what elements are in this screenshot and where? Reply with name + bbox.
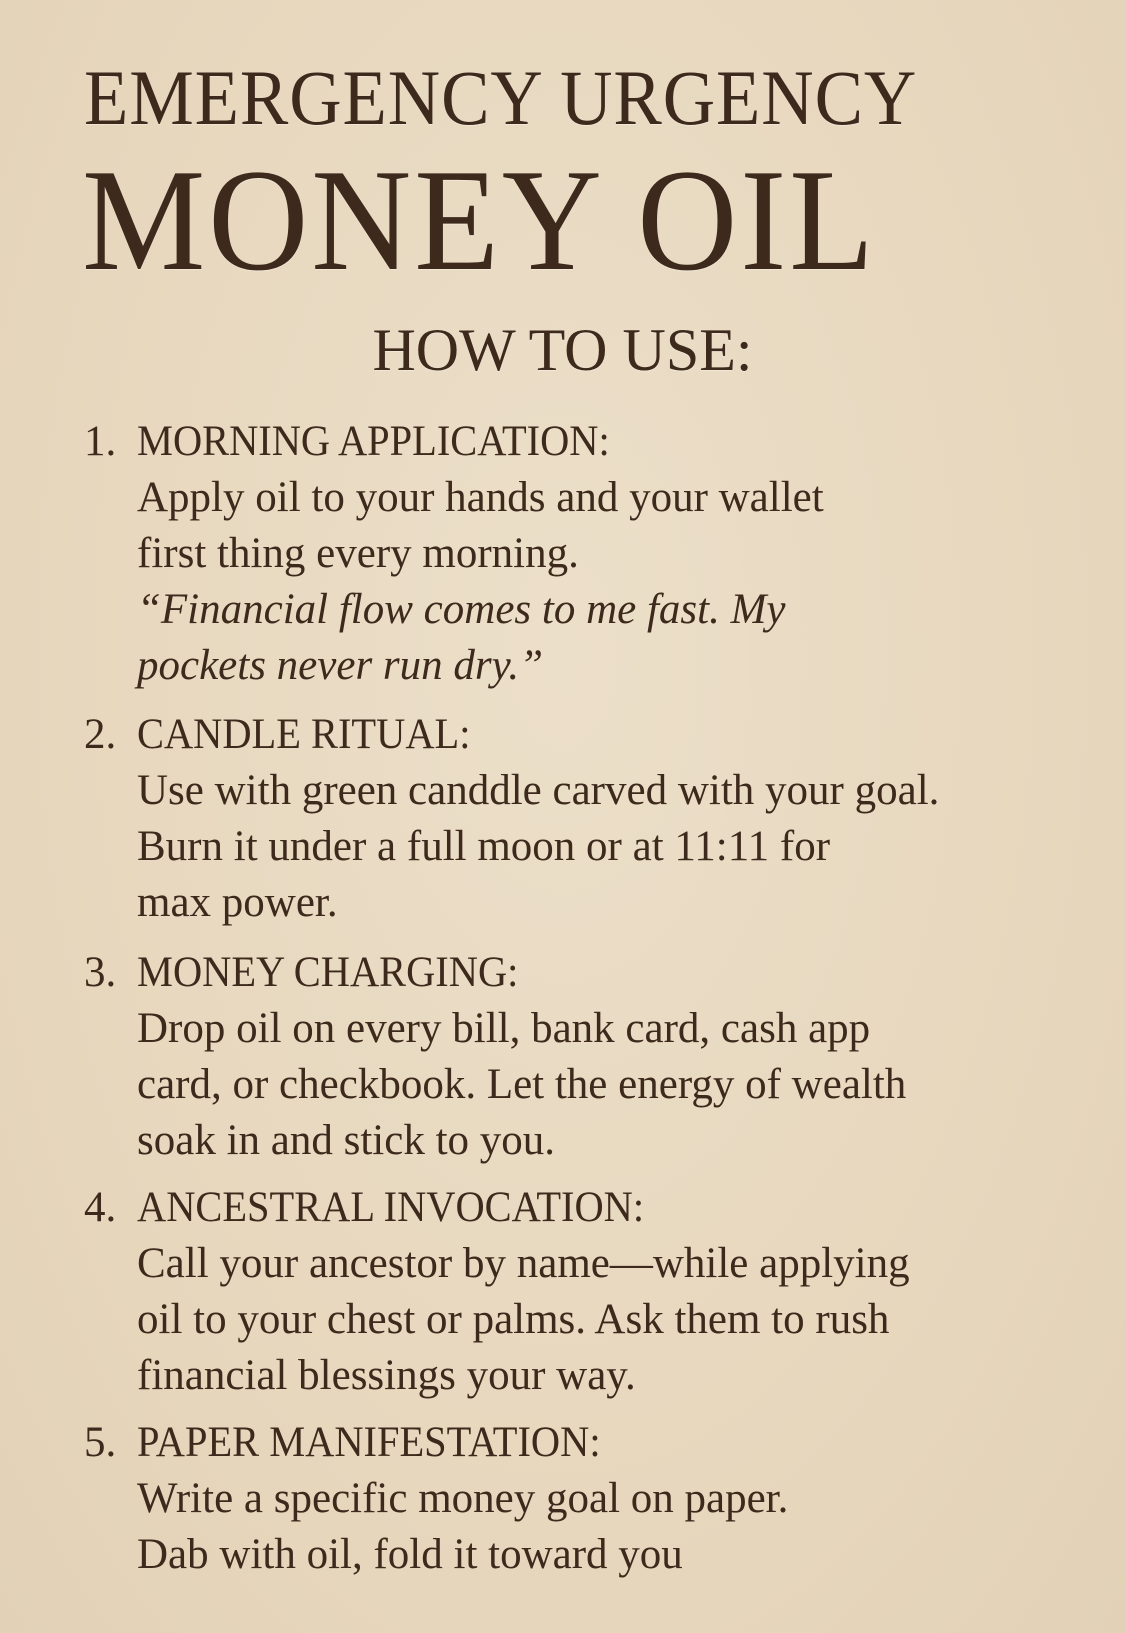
title-line-2: MONEY OIL [82,139,877,301]
step-text: Apply oil to your hands and your wallet [137,474,824,521]
title-line-1: EMERGENCY URGENCY [84,54,918,141]
step-affirmation: pockets never run dry.” [137,642,544,689]
step-text: financial blessings your way. [137,1352,636,1399]
step-text: Call your ancestor by name—while applying [137,1240,910,1287]
step-heading: ANCESTRAL INVOCATION: [137,1184,645,1231]
step-text: soak in and stick to you. [137,1117,556,1164]
step-text: Write a specific money goal on paper. [137,1475,789,1522]
step-number: 1. [84,418,117,465]
step-text: Dab with oil, fold it toward you [137,1531,683,1578]
step-number: 3. [84,949,117,996]
step-text: card, or checkbook. Let the energy of wealth [137,1061,907,1108]
step-number: 2. [84,711,117,758]
step-text: Burn it under a full moon or at 11:11 for [137,823,831,870]
step-text: max power. [137,879,338,926]
step-text: Drop oil on every bill, bank card, cash app [137,1005,871,1052]
step-number: 4. [84,1184,117,1231]
step-text: first thing every morning. [137,530,579,577]
step-heading: MONEY CHARGING: [137,949,519,996]
step-heading: CANDLE RITUAL: [137,711,471,758]
step-heading: MORNING APPLICATION: [137,418,610,465]
step-affirmation: “Financial flow comes to me fast. My [137,586,786,633]
step-heading: PAPER MANIFESTATION: [137,1419,601,1466]
section-heading: HOW TO USE: [372,317,753,383]
step-text: oil to your chest or palms. Ask them to rush [137,1296,890,1343]
step-text: Use with green canddle carved with your goal. [137,767,940,814]
step-number: 5. [84,1419,117,1466]
